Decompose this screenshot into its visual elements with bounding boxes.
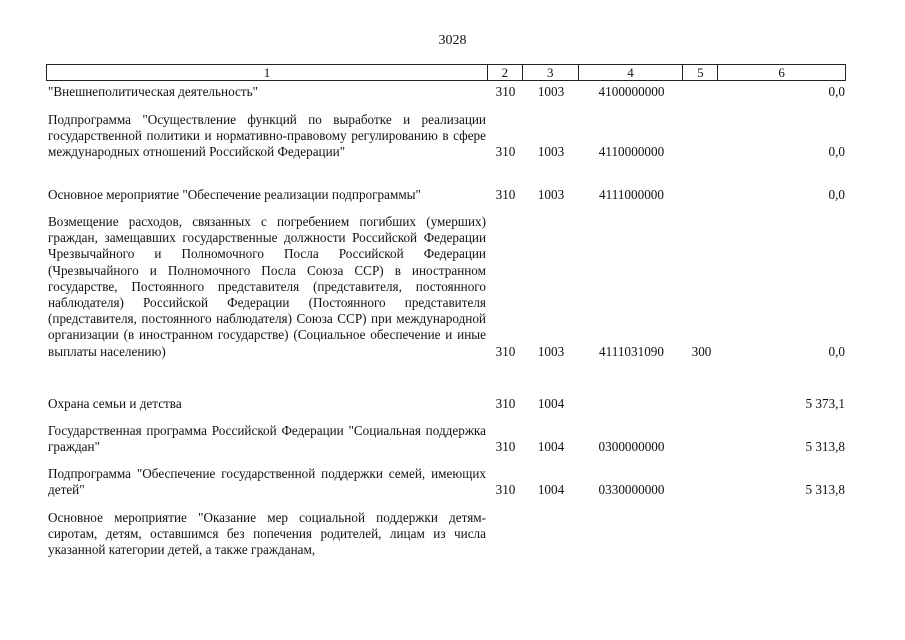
row-description: Возмещение расходов, связанных с погребением погибших (умерших) граждан, замещавших государственные должности Российской Федерации Чрезвычайного и Полномочного Посла Российской Федерации (Чрезвычайного и Полномочного Посла Союза ССР) в иностранном государстве, Постоянного представителя (представителя, постоянного наблюдателя) Российской Федерации (Постоянного представителя (представителя, постоянного наблюдателя) Союза ССР) при международной организации (в иностранном государстве) (Социальное обеспечение и иные выплаты населению) — [48, 214, 486, 359]
row-col-4: 4100000000 — [598, 84, 665, 99]
row-col-4: 4111031090 — [599, 343, 664, 359]
row-col-3: 1003 — [537, 84, 565, 99]
row-col-6: 0,0 — [828, 343, 845, 359]
header-col-5: 5 — [683, 65, 718, 80]
row-col-4: 0330000000 — [598, 482, 665, 498]
row-col-2: 310 — [495, 84, 516, 99]
page-number: 3028 — [438, 33, 467, 48]
row-col-2: 310 — [495, 187, 516, 202]
table-row — [46, 423, 846, 455]
row-col-6: 0,0 — [828, 187, 845, 202]
row-col-2: 310 — [495, 144, 516, 160]
table-row — [46, 510, 846, 559]
header-col-4: 4 — [579, 65, 684, 80]
row-col-2: 310 — [495, 439, 516, 455]
header-col-2: 2 — [488, 65, 523, 80]
header-col-3: 3 — [523, 65, 579, 80]
row-col-6: 0,0 — [828, 84, 845, 99]
header-col-6: 6 — [778, 65, 785, 80]
row-col-5: 300 — [691, 343, 712, 359]
table-row — [46, 84, 846, 100]
row-description: Подпрограмма "Обеспечение государственной поддержки семей, имеющих детей" — [48, 466, 486, 498]
table-row — [46, 466, 846, 498]
row-col-3: 1003 — [537, 343, 565, 359]
table-row — [46, 214, 846, 360]
row-col-2: 310 — [495, 396, 516, 411]
row-col-3: 1003 — [537, 187, 565, 202]
row-col-6: 5 313,8 — [805, 482, 845, 498]
table-row — [46, 187, 846, 203]
table-row — [46, 112, 846, 161]
row-col-6: 5 313,8 — [805, 439, 845, 455]
row-col-3: 1004 — [537, 439, 565, 455]
row-description: Основное мероприятие "Оказание мер социальной поддержки детям-сиротам, детям, оставшимся без попечения родителей, лицам из числа указанной категории детей, а также гражданам, — [48, 510, 486, 558]
row-description: Подпрограмма "Осуществление функций по выработке и реализации государственной политики и нормативно-правовому регулированию в сфере международных отношений Российской Федерации" — [48, 112, 486, 160]
row-col-3: 1004 — [537, 396, 565, 411]
row-col-3: 1003 — [537, 144, 565, 160]
row-col-2: 310 — [495, 343, 516, 359]
table-header — [46, 64, 846, 81]
row-col-4: 4110000000 — [598, 144, 665, 160]
row-description: "Внешнеполитическая деятельность" — [48, 84, 259, 99]
row-description: Основное мероприятие "Обеспечение реализации подпрограммы" — [48, 187, 421, 202]
header-col-1: 1 — [47, 65, 488, 80]
row-col-6: 5 373,1 — [805, 396, 845, 411]
row-col-3: 1004 — [537, 482, 565, 498]
row-col-4: 4111000000 — [599, 187, 664, 202]
row-description: Государственная программа Российской Федерации "Социальная поддержка граждан" — [48, 423, 486, 455]
row-col-6: 0,0 — [828, 144, 845, 160]
row-col-2: 310 — [495, 482, 516, 498]
table-row — [46, 396, 846, 412]
row-col-4: 0300000000 — [598, 439, 665, 455]
row-description: Охрана семьи и детства — [48, 396, 182, 411]
